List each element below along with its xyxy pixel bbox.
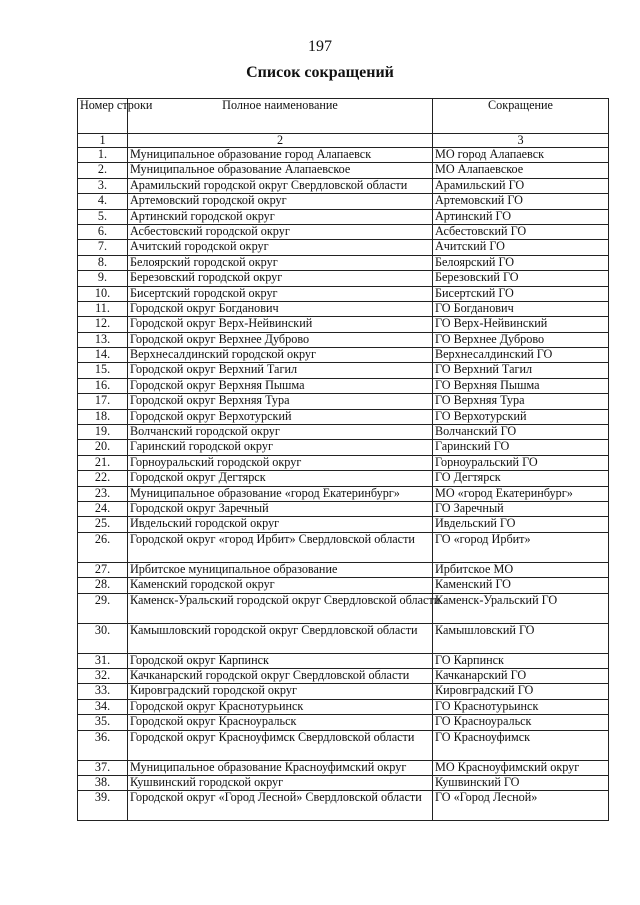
abbreviation-cell: Бисертский ГО: [433, 286, 609, 301]
full-name-cell: Асбестовский городской округ: [128, 224, 433, 239]
full-name-cell: Белоярский городской округ: [128, 255, 433, 270]
row-number-cell: 9.: [78, 271, 128, 286]
full-name-cell: Городской округ Красноуфимск Свердловской области: [128, 730, 433, 760]
row-number-cell: 27.: [78, 562, 128, 577]
table-row: [78, 684, 609, 699]
table-row: [78, 455, 609, 470]
full-name-cell: Муниципальное образование город Алапаевск: [128, 148, 433, 163]
abbreviation-cell: ГО Верхний Тагил: [433, 363, 609, 378]
table-row: [78, 209, 609, 224]
full-name-cell: Артинский городской округ: [128, 209, 433, 224]
row-number-cell: 1.: [78, 148, 128, 163]
full-name-cell: Артемовский городской округ: [128, 194, 433, 209]
table-row: [78, 286, 609, 301]
row-number-cell: 6.: [78, 224, 128, 239]
row-number-cell: 33.: [78, 684, 128, 699]
table-row: [78, 271, 609, 286]
full-name-cell: Ачитский городской округ: [128, 240, 433, 255]
table-row: [78, 578, 609, 593]
page-title: Список сокращений: [246, 64, 394, 81]
row-number-cell: 11.: [78, 301, 128, 316]
row-number-cell: 23.: [78, 486, 128, 501]
abbreviation-cell: ГО Богданович: [433, 301, 609, 316]
row-number-cell: 8.: [78, 255, 128, 270]
page-number: 197: [308, 38, 332, 55]
full-name-cell: Кушвинский городской округ: [128, 775, 433, 790]
row-number-cell: 22.: [78, 471, 128, 486]
row-number-cell: 19.: [78, 425, 128, 440]
row-number-cell: 32.: [78, 668, 128, 683]
table-row: [78, 194, 609, 209]
full-name-cell: Городской округ Верхняя Пышма: [128, 378, 433, 393]
full-name-cell: Бисертский городской округ: [128, 286, 433, 301]
full-name-cell: Городской округ Верхотурский: [128, 409, 433, 424]
abbreviation-cell: МО город Алапаевск: [433, 148, 609, 163]
table-row: [78, 317, 609, 332]
row-number-cell: 38.: [78, 775, 128, 790]
table-row: [78, 255, 609, 270]
row-number-cell: 13.: [78, 332, 128, 347]
full-name-cell: Городской округ Верхняя Тура: [128, 394, 433, 409]
row-number-cell: 16.: [78, 378, 128, 393]
header-row-number: Номер строки: [78, 99, 128, 134]
row-number-cell: 37.: [78, 760, 128, 775]
column-number-row: [78, 134, 609, 148]
row-number-cell: 25.: [78, 517, 128, 532]
abbreviation-cell: Кушвинский ГО: [433, 775, 609, 790]
row-number-cell: 4.: [78, 194, 128, 209]
table-row: [78, 562, 609, 577]
table-row: [78, 623, 609, 653]
abbreviation-cell: Камышловский ГО: [433, 623, 609, 653]
abbreviation-cell: Кировградский ГО: [433, 684, 609, 699]
table-row: [78, 224, 609, 239]
row-number-cell: 17.: [78, 394, 128, 409]
abbreviation-cell: ГО Верхнее Дуброво: [433, 332, 609, 347]
header-full-name: Полное наименование: [128, 99, 433, 134]
abbreviation-cell: Качканарский ГО: [433, 668, 609, 683]
table-row: [78, 668, 609, 683]
row-number-cell: 26.: [78, 532, 128, 562]
abbreviation-cell: ГО Дегтярск: [433, 471, 609, 486]
full-name-cell: Волчанский городской округ: [128, 425, 433, 440]
abbreviation-cell: Горноуральский ГО: [433, 455, 609, 470]
row-number-cell: 24.: [78, 501, 128, 516]
table-row: [78, 394, 609, 409]
row-number-cell: 5.: [78, 209, 128, 224]
table-row: [78, 148, 609, 163]
row-number-cell: 36.: [78, 730, 128, 760]
abbreviation-cell: Гаринский ГО: [433, 440, 609, 455]
full-name-cell: Муниципальное образование «город Екатеринбург»: [128, 486, 433, 501]
abbreviation-cell: ГО «город Ирбит»: [433, 532, 609, 562]
table-row: [78, 471, 609, 486]
full-name-cell: Городской округ «город Ирбит» Свердловской области: [128, 532, 433, 562]
abbreviation-cell: ГО «Город Лесной»: [433, 791, 609, 821]
abbreviation-cell: ГО Краснотурьинск: [433, 699, 609, 714]
full-name-cell: Городской округ Краснотурьинск: [128, 699, 433, 714]
row-number-cell: 12.: [78, 317, 128, 332]
table-row: [78, 653, 609, 668]
table-row: [78, 409, 609, 424]
table-row: [78, 699, 609, 714]
table-row: [78, 332, 609, 347]
table-row: [78, 715, 609, 730]
column-number: 2: [128, 134, 433, 148]
full-name-cell: Муниципальное образование Красноуфимский округ: [128, 760, 433, 775]
header-abbreviation: Сокращение: [433, 99, 609, 134]
table-row: [78, 163, 609, 178]
full-name-cell: Гаринский городской округ: [128, 440, 433, 455]
abbreviation-cell: ГО Верхняя Пышма: [433, 378, 609, 393]
abbreviation-cell: Арамильский ГО: [433, 178, 609, 193]
full-name-cell: Городской округ «Город Лесной» Свердловской области: [128, 791, 433, 821]
table-row: [78, 760, 609, 775]
table-row: [78, 501, 609, 516]
abbreviation-cell: МО «город Екатеринбург»: [433, 486, 609, 501]
full-name-cell: Каменск-Уральский городской округ Свердловской области: [128, 593, 433, 623]
table-row: [78, 363, 609, 378]
table-row: [78, 775, 609, 790]
abbreviation-cell: Асбестовский ГО: [433, 224, 609, 239]
abbreviation-cell: Каменский ГО: [433, 578, 609, 593]
abbreviation-cell: ГО Красноуральск: [433, 715, 609, 730]
row-number-cell: 30.: [78, 623, 128, 653]
row-number-cell: 18.: [78, 409, 128, 424]
full-name-cell: Муниципальное образование Алапаевское: [128, 163, 433, 178]
abbreviation-cell: Березовский ГО: [433, 271, 609, 286]
abbreviation-cell: ГО Красноуфимск: [433, 730, 609, 760]
table-row: [78, 532, 609, 562]
row-number-cell: 14.: [78, 348, 128, 363]
abbreviation-cell: Артемовский ГО: [433, 194, 609, 209]
table-row: [78, 593, 609, 623]
table-row: [78, 378, 609, 393]
full-name-cell: Городской округ Верх-Нейвинский: [128, 317, 433, 332]
abbreviation-cell: ГО Заречный: [433, 501, 609, 516]
table-header-row: [78, 99, 609, 134]
column-number: 1: [78, 134, 128, 148]
full-name-cell: Городской округ Богданович: [128, 301, 433, 316]
abbreviation-cell: МО Алапаевское: [433, 163, 609, 178]
abbreviation-cell: Белоярский ГО: [433, 255, 609, 270]
row-number-cell: 34.: [78, 699, 128, 714]
table-row: [78, 440, 609, 455]
row-number-cell: 29.: [78, 593, 128, 623]
row-number-cell: 2.: [78, 163, 128, 178]
full-name-cell: Кировградский городской округ: [128, 684, 433, 699]
row-number-cell: 15.: [78, 363, 128, 378]
full-name-cell: Городской округ Красноуральск: [128, 715, 433, 730]
table-row: [78, 348, 609, 363]
full-name-cell: Ирбитское муниципальное образование: [128, 562, 433, 577]
abbreviation-cell: Каменск-Уральский ГО: [433, 593, 609, 623]
abbreviation-cell: Волчанский ГО: [433, 425, 609, 440]
full-name-cell: Городской округ Верхний Тагил: [128, 363, 433, 378]
table-row: [78, 301, 609, 316]
row-number-cell: 39.: [78, 791, 128, 821]
row-number-cell: 21.: [78, 455, 128, 470]
full-name-cell: Качканарский городской округ Свердловской области: [128, 668, 433, 683]
table-body: [78, 148, 609, 821]
full-name-cell: Ивдельский городской округ: [128, 517, 433, 532]
row-number-cell: 28.: [78, 578, 128, 593]
full-name-cell: Арамильский городской округ Свердловской области: [128, 178, 433, 193]
abbreviation-cell: Ачитский ГО: [433, 240, 609, 255]
full-name-cell: Городской округ Карпинск: [128, 653, 433, 668]
full-name-cell: Каменский городской округ: [128, 578, 433, 593]
table-row: [78, 730, 609, 760]
abbreviation-cell: ГО Верх-Нейвинский: [433, 317, 609, 332]
table-row: [78, 178, 609, 193]
table-row: [78, 240, 609, 255]
table-row: [78, 486, 609, 501]
row-number-cell: 3.: [78, 178, 128, 193]
abbreviation-cell: ГО Верхняя Тура: [433, 394, 609, 409]
abbreviations-table: [77, 98, 609, 821]
full-name-cell: Городской округ Дегтярск: [128, 471, 433, 486]
abbreviation-cell: ГО Карпинск: [433, 653, 609, 668]
full-name-cell: Березовский городской округ: [128, 271, 433, 286]
abbreviation-cell: ГО Верхотурский: [433, 409, 609, 424]
row-number-cell: 7.: [78, 240, 128, 255]
abbreviation-cell: МО Красноуфимский округ: [433, 760, 609, 775]
table-row: [78, 517, 609, 532]
row-number-cell: 20.: [78, 440, 128, 455]
full-name-cell: Горноуральский городской округ: [128, 455, 433, 470]
row-number-cell: 35.: [78, 715, 128, 730]
column-number: 3: [433, 134, 609, 148]
table-row: [78, 425, 609, 440]
row-number-cell: 31.: [78, 653, 128, 668]
table-row: [78, 791, 609, 821]
row-number-cell: 10.: [78, 286, 128, 301]
abbreviation-cell: Ирбитское МО: [433, 562, 609, 577]
abbreviation-cell: Ивдельский ГО: [433, 517, 609, 532]
abbreviation-cell: Артинский ГО: [433, 209, 609, 224]
full-name-cell: Камышловский городской округ Свердловской области: [128, 623, 433, 653]
full-name-cell: Верхнесалдинский городской округ: [128, 348, 433, 363]
full-name-cell: Городской округ Верхнее Дуброво: [128, 332, 433, 347]
abbreviation-cell: Верхнесалдинский ГО: [433, 348, 609, 363]
full-name-cell: Городской округ Заречный: [128, 501, 433, 516]
